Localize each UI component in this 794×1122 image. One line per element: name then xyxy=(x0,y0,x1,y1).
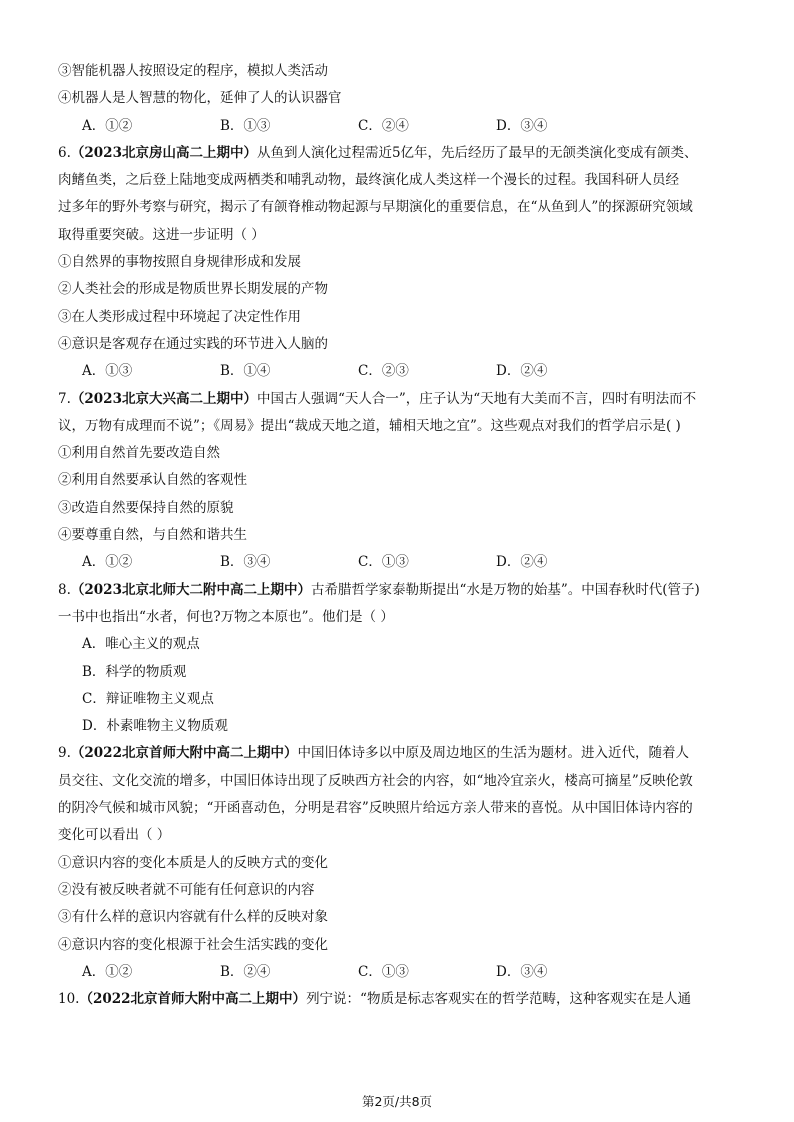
option-b: B．③④ xyxy=(220,554,271,571)
question-number: 10. xyxy=(58,991,80,1008)
question-number: 7. xyxy=(58,390,71,407)
question-number: 9. xyxy=(58,745,71,762)
statement-2: ②利用自然要承认自然的客观性 xyxy=(58,472,247,489)
question-10 xyxy=(58,986,738,1013)
answer-options xyxy=(58,358,738,385)
question-number: 6. xyxy=(58,144,71,161)
statement-1: ①利用自然首先要改造自然 xyxy=(58,445,220,462)
question-text-line: 一书中也指出“水者，何也?万物之本原也”。他们是（ ） xyxy=(58,608,394,625)
option-d: D．②④ xyxy=(496,554,548,571)
question-text: 古希腊哲学家泰勒斯提出“水是万物的始基”。中国春秋时代(管子) xyxy=(310,581,700,598)
question-source: （2023北京北师大二附中高二上期中） xyxy=(70,581,311,598)
statement-1: ①自然界的事物按照自身规律形成和发展 xyxy=(58,254,301,271)
question-text-line: 取得重要突破。这进一步证明（ ） xyxy=(58,226,265,243)
question-source: （2022北京首师大附中高二上期中） xyxy=(79,991,307,1008)
option-c: C．①③ xyxy=(358,554,409,571)
question-text-line: 过多年的野外考察与研究，揭示了有颌脊椎动物起源与早期演化的重要信息，在“从鱼到人”的探源研究领域 xyxy=(58,199,693,216)
statement-2: ②没有被反映者就不可能有任何意识的内容 xyxy=(58,881,315,898)
question-text-line: 员交往、文化交流的增多，中国旧体诗出现了反映西方社会的内容，如“地冷宜亲火，楼高可摘星”反映伦敦 xyxy=(58,772,693,789)
question-text: 列宁说：“物质是标志客观实在的哲学范畴，这种客观实在是人通 xyxy=(306,991,691,1008)
question-8 xyxy=(58,577,738,741)
question-5-tail xyxy=(58,58,738,140)
option-b: B．科学的物质观 xyxy=(82,663,187,680)
answer-options xyxy=(58,113,738,140)
option-a: A．唯心主义的观点 xyxy=(82,636,200,653)
question-stem-line xyxy=(58,577,738,604)
option-d: D．朴素唯物主义物质观 xyxy=(82,718,228,735)
option-a: A．①③ xyxy=(82,363,133,380)
question-text: 中国旧体诗多以中原及周边地区的生活为题材。进入近代，随着人 xyxy=(297,745,689,762)
question-stem-line xyxy=(58,140,738,167)
statement-4: ④机器人是人智慧的物化，延伸了人的认识器官 xyxy=(58,90,342,107)
statement-2: ②人类社会的形成是物质世界长期发展的产物 xyxy=(58,281,328,298)
answer-options xyxy=(58,959,738,986)
statement-3: ③改造自然要保持自然的原貌 xyxy=(58,499,234,516)
statement-3: ③在人类形成过程中环境起了决定性作用 xyxy=(58,308,301,325)
option-d: D．②④ xyxy=(496,363,548,380)
statement-4: ④要尊重自然，与自然和谐共生 xyxy=(58,527,247,544)
statement-3: ③智能机器人按照设定的程序，模拟人类活动 xyxy=(58,63,328,79)
question-text: 中国古人强调“天人合一”，庄子认为“天地有大美而不言，四时有明法而不 xyxy=(256,390,697,407)
option-b: B．②④ xyxy=(220,963,271,980)
statement-3: ③有什么样的意识内容就有什么样的反映对象 xyxy=(58,909,328,926)
question-text: 从鱼到人演化过程需近5亿年，先后经历了最早的无颌类演化变成有颌类、 xyxy=(256,144,698,161)
option-a: A．①② xyxy=(82,963,133,980)
option-b: B．①④ xyxy=(220,363,271,380)
option-a: A．①② xyxy=(82,554,133,571)
option-d: D．③④ xyxy=(496,117,548,134)
option-b: B．①③ xyxy=(220,117,271,134)
question-source: （2022北京首师大附中高二上期中） xyxy=(70,745,298,762)
option-d: D．③④ xyxy=(496,963,548,980)
question-source: （2023北京大兴高二上期中） xyxy=(70,390,257,407)
question-number: 8. xyxy=(58,581,71,598)
question-stem-line xyxy=(58,986,738,1013)
option-c: C．①③ xyxy=(358,963,409,980)
question-text-line: 肉鳍鱼类，之后登上陆地变成两栖类和哺乳动物，最终演化成人类这样一个漫长的过程。我国科研人员经 xyxy=(58,172,679,189)
statement-1: ①意识内容的变化本质是人的反映方式的变化 xyxy=(58,854,328,871)
question-7 xyxy=(58,386,738,577)
question-stem-line xyxy=(58,386,738,413)
statement-4: ④意识内容的变化根源于社会生活实践的变化 xyxy=(58,936,328,953)
question-9 xyxy=(58,740,738,986)
option-c: C．②④ xyxy=(358,117,409,134)
question-6 xyxy=(58,140,738,386)
question-text-line: 议，万物有成理而不说”；《周易》提出“裁成天地之道，辅相天地之宜”。这些观点对我们的哲学启示是( ) xyxy=(58,417,681,434)
question-text-line: 变化可以看出（ ） xyxy=(58,827,171,844)
option-a: A．①② xyxy=(82,117,133,134)
answer-options xyxy=(58,549,738,576)
question-text-line: 的阴冷气候和城市风貌；“开函喜动色，分明是君容”反映照片给远方亲人带来的喜悦。从中国旧体诗内容的 xyxy=(58,800,693,817)
statement-4: ④意识是客观存在通过实践的环节进入人脑的 xyxy=(58,335,328,352)
question-source: （2023北京房山高二上期中） xyxy=(70,144,257,161)
option-c: C．辩证唯物主义观点 xyxy=(82,690,214,707)
option-c: C．②③ xyxy=(358,363,409,380)
page-content xyxy=(58,58,738,1013)
question-stem-line xyxy=(58,740,738,767)
page-footer: 第2页/共8页 xyxy=(361,1094,433,1109)
